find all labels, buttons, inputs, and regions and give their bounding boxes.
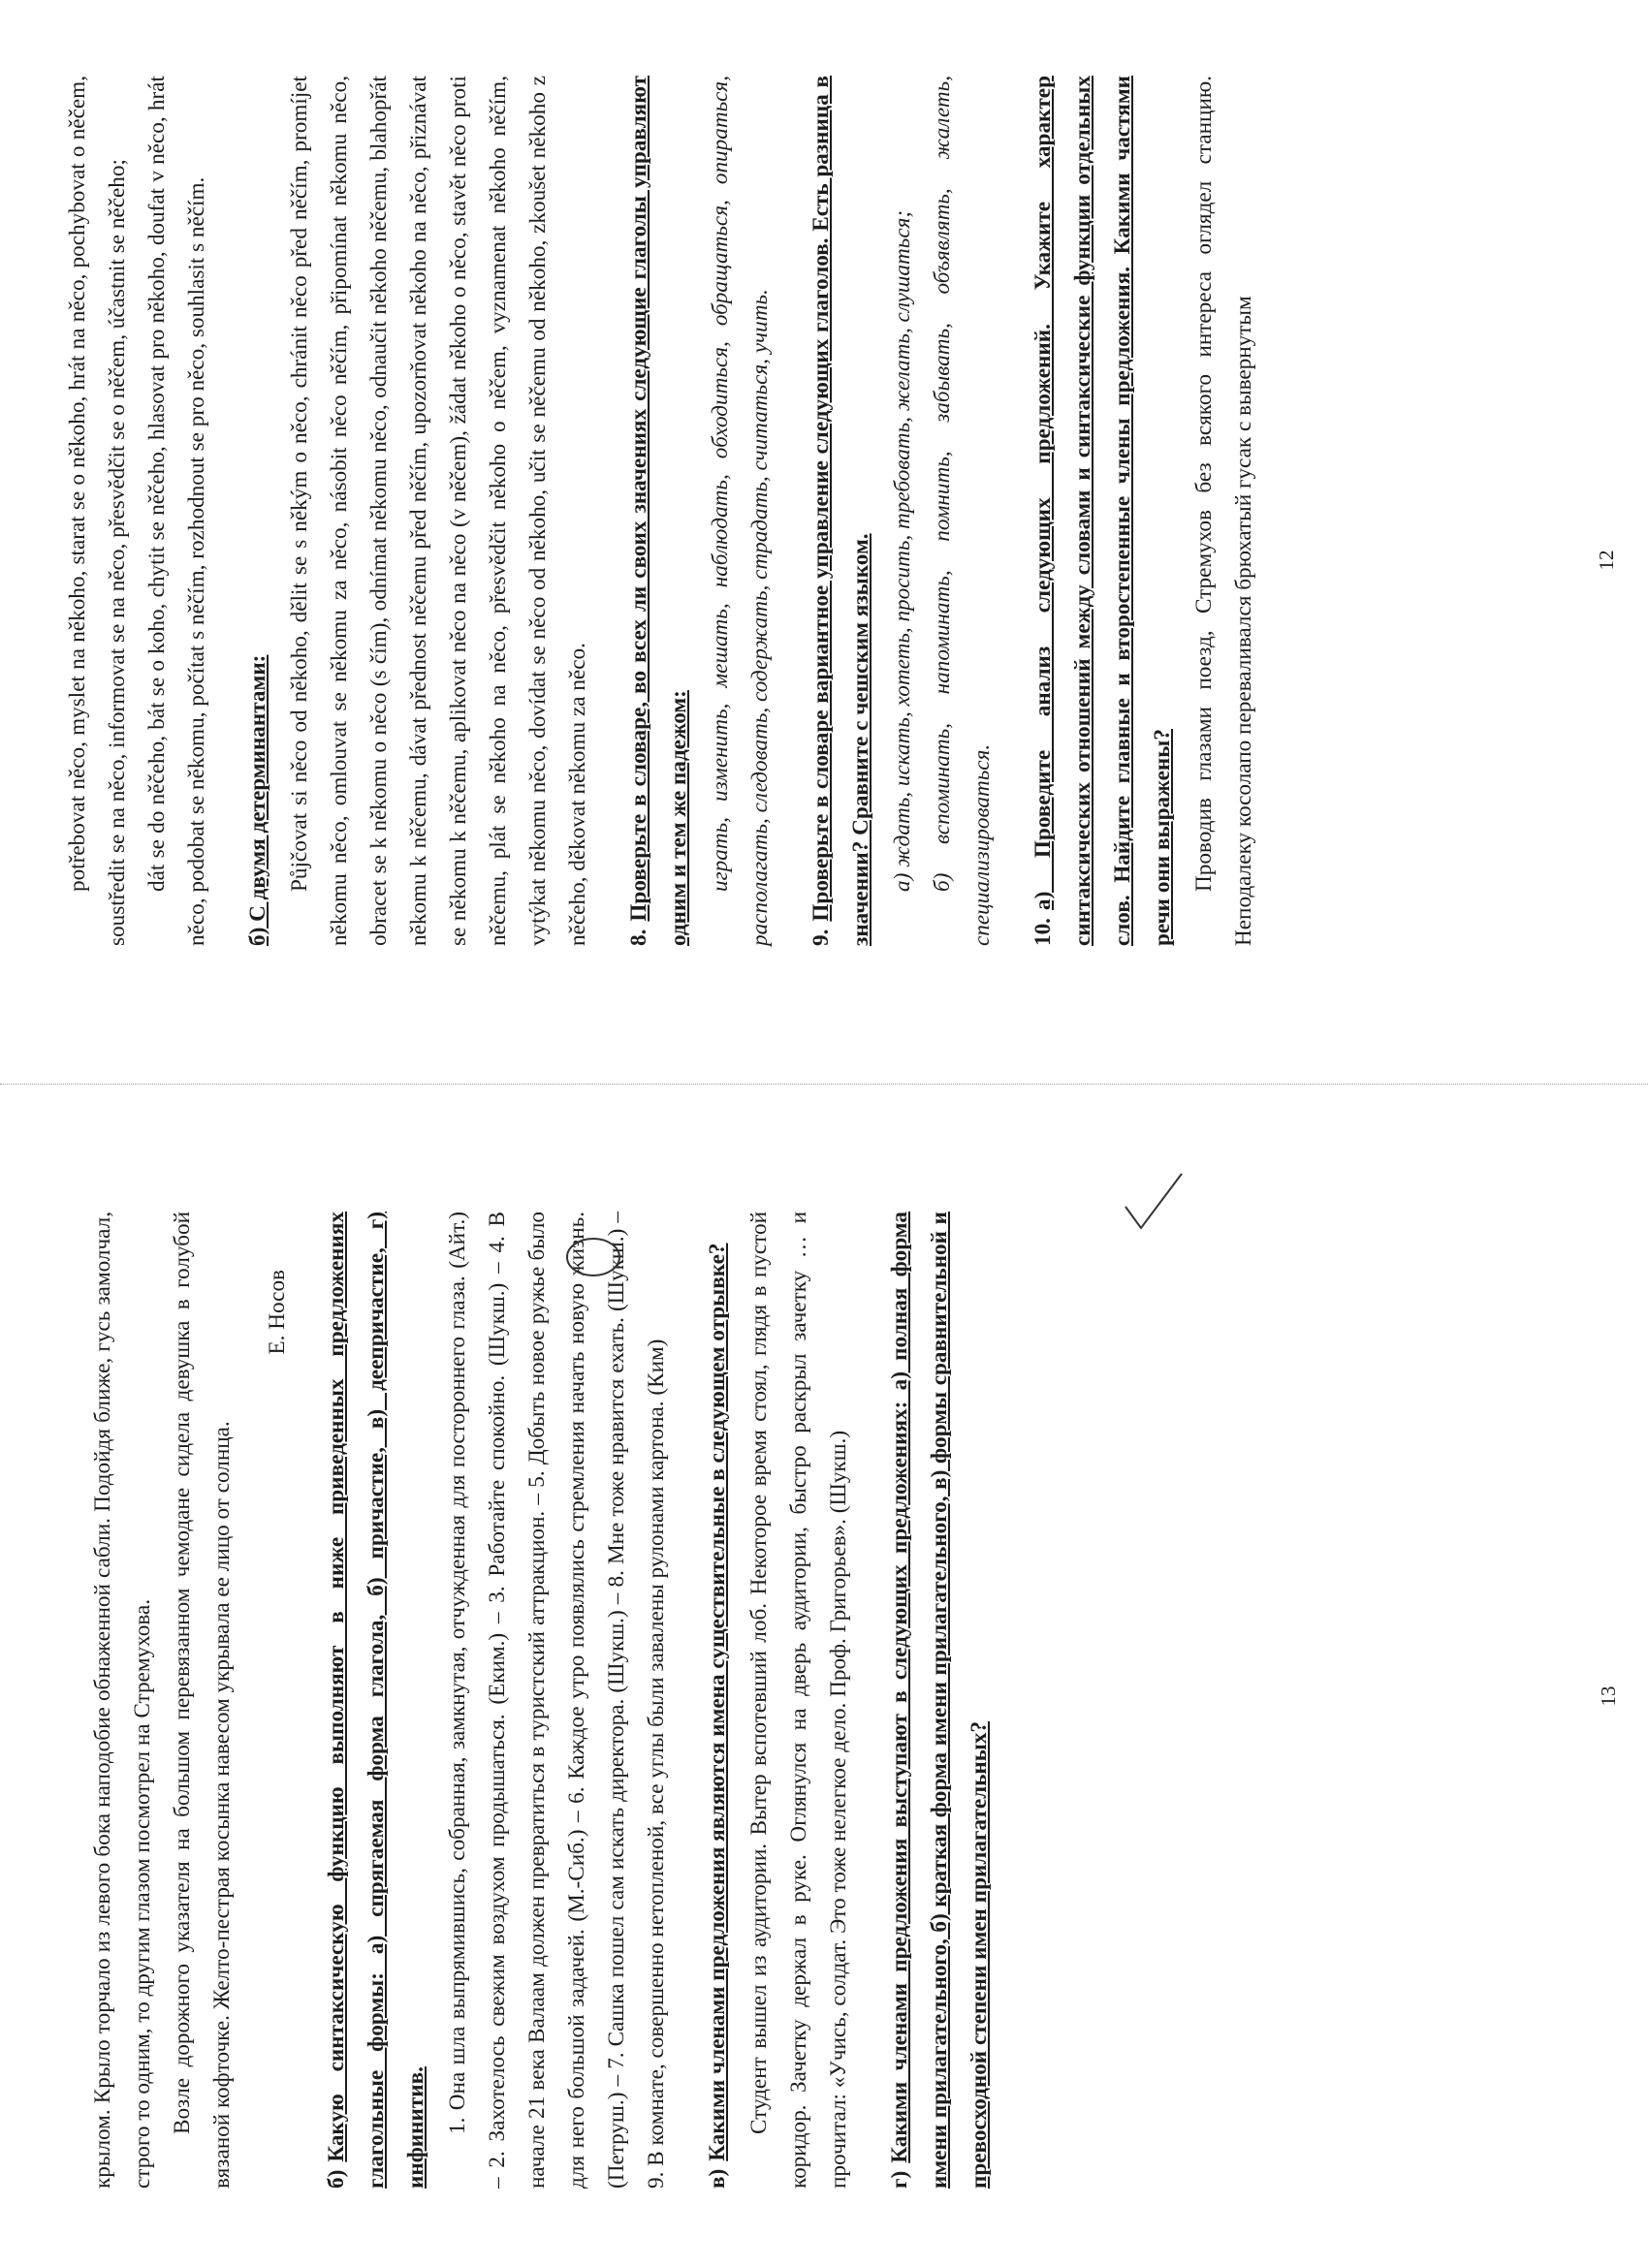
task-9-a: а) ждать, искать, хотеть, просить, требовать, желать, слушаться;: [890, 209, 915, 892]
task-b-heading: б)Какую синтаксическую функцию выполняют в ниже приведенных предложениях глагольные формы: а) спрягаемая форма глагола, б) причастие, в) деепричастие, г) инфинитив.: [324, 1212, 428, 2189]
task-9-heading: 9.Проверьте в словаре вариантное управление следующих глаголов. Есть разница в значении? Сравните с чешским языком.: [808, 76, 873, 946]
author-signature: Е. Носов: [265, 1270, 290, 1355]
page-13: [0, 1173, 1648, 2220]
page-number-13: 13: [1597, 1685, 1620, 1707]
text-continuation: крылом. Крыло торчало из левого бока наподобие обнаженной сабли. Подойдя ближе, гусь замолчал, строго то одним, то другим глазом посмотрел на Стремухова.: [90, 1212, 155, 2189]
task-10-heading: 10.а) Проведите анализ следующих предложений. Укажите характер синтаксических отношений между словами и синтаксические функции отдельных слов. Найдите главные и второстепенные члены предложения. Какими частями речи они выражены?: [1030, 76, 1175, 946]
text-paragraph-2: Возле дорожного указателя на большом перевязанном чемодане сидела девушка в голубой вязаной кофточке. Желто-пестрая косынка навесом укрывала ее лицо от солнца.: [170, 1212, 235, 2189]
verb-list-2: dát se do něčeho, bát se o koho, chytit se něčeho, hlasovat pro někoho, doufat v něco, hrát něco, podobat se někomu, počítat s něčím, rozhodnout se pro něco, souhlasit s něčím.: [144, 76, 209, 946]
section-b-text: Půjčovat si něco od někoho, dělit se s někým o něco, chránit něco před něčím, promíjet někomu něco, omlouvat se někomu za něco, násobit něco něčím, připomínat někomu něco, obracet se k někomu o něco (s čím), odnímat někomu něco, odnaučit někoho něčemu, blahopřát někomu k něčemu, dávat přednost něčemu před něčím, upozorňovat někoho na něco, přiznávat se někomu k něčemu, aplikovat něco na něco (v něčem), žádat někoho o něco, stavět něco proti něčemu, plát se někoho na něco, přesvědčit někoho o něčem, vyznamenat někoho něčím, vytýkat někomu něco, dovídat se něco od někoho, učit se něčemu od někoho, zkoušet někoho z něčeho, děkovat někomu za něco.: [287, 76, 590, 946]
section-b-heading: б) С двумя детерминантами:: [245, 654, 270, 946]
task-8-heading: 8.Проверьте в словаре, во всех ли своих значениях следующие глаголы управляют одним и тем же падежом:: [626, 76, 691, 946]
task-v-heading: в)Какими членами предложения являются имена существительные в следующем отрывке?: [705, 1243, 730, 2189]
task-8-words: играть, изменить, мешать, наблюдать, обходиться, обращаться, опираться, располагать, следовать, содержать, страдать, считаться, учить.: [708, 76, 773, 946]
page-fold-line: [0, 1084, 1648, 1085]
verb-list-1: potřebovat něco, myslet na někoho, starat se o někoho, hrát na něco, pochybovat o něčem, soustředit se na něco, informovat se na něco, přesvědčit se o něčem, účastnit se něčeho;: [65, 76, 130, 946]
task-v-text: Студент вышел из аудитории. Вытер вспотевший лоб. Некоторое время стоял, глядя в пустой коридор. Зачетку держал в руке. Оглянулся на дверь аудитории, быстро раскрыл зачетку … и прочитал: «Учись, солдат. Это тоже нелегкое дело. Проф. Григорьев». (Шукш.): [746, 1212, 851, 2189]
task-g-heading: г)Какими членами предложения выступают в следующих предложениях: а) полная форма имени прилагательного, б) краткая форма имени прилагательного, в) формы сравнительной и превосходной степени имен прилагательных?: [887, 1212, 992, 2189]
page-number-12: 12: [1595, 550, 1618, 571]
task-9-b: б) вспоминать, напоминать, помнить, забывать, объявлять, жалеть, специализироваться.: [930, 76, 995, 946]
page-12: [0, 37, 1648, 1084]
task-10-text: Проводив глазами поезд, Стремухов без всякого интереса оглядел станцию. Неподалеку косолапо переваливался брюхатый гусак с вывернутым: [1191, 76, 1256, 946]
task-b-sentences: 1. Она шла выпрямившись, собранная, замкнутая, отчужденная для постороннего глаза. (Айт.) – 2. Захотелось свежим воздухом продышаться. (Еким.) – 3. Работайте спокойно. (Шукш.) – 4. В начале 21 века Валаам должен превратиться в туристский аттракцион. – 5. Добыть новое ружье было для него большой задачей. (М.-Сиб.) – 6. Каждое утро появлялись стремления начать новую жизнь. (Петруш.) – 7. Сашка пошел сам искать директора. (Шукш.) – 8. Мне тоже нравится ехать. (Шукш.) – 9. В комнате, совершенно нетопленой, все углы были завалены рулонами картона. (Ким): [445, 1212, 669, 2189]
